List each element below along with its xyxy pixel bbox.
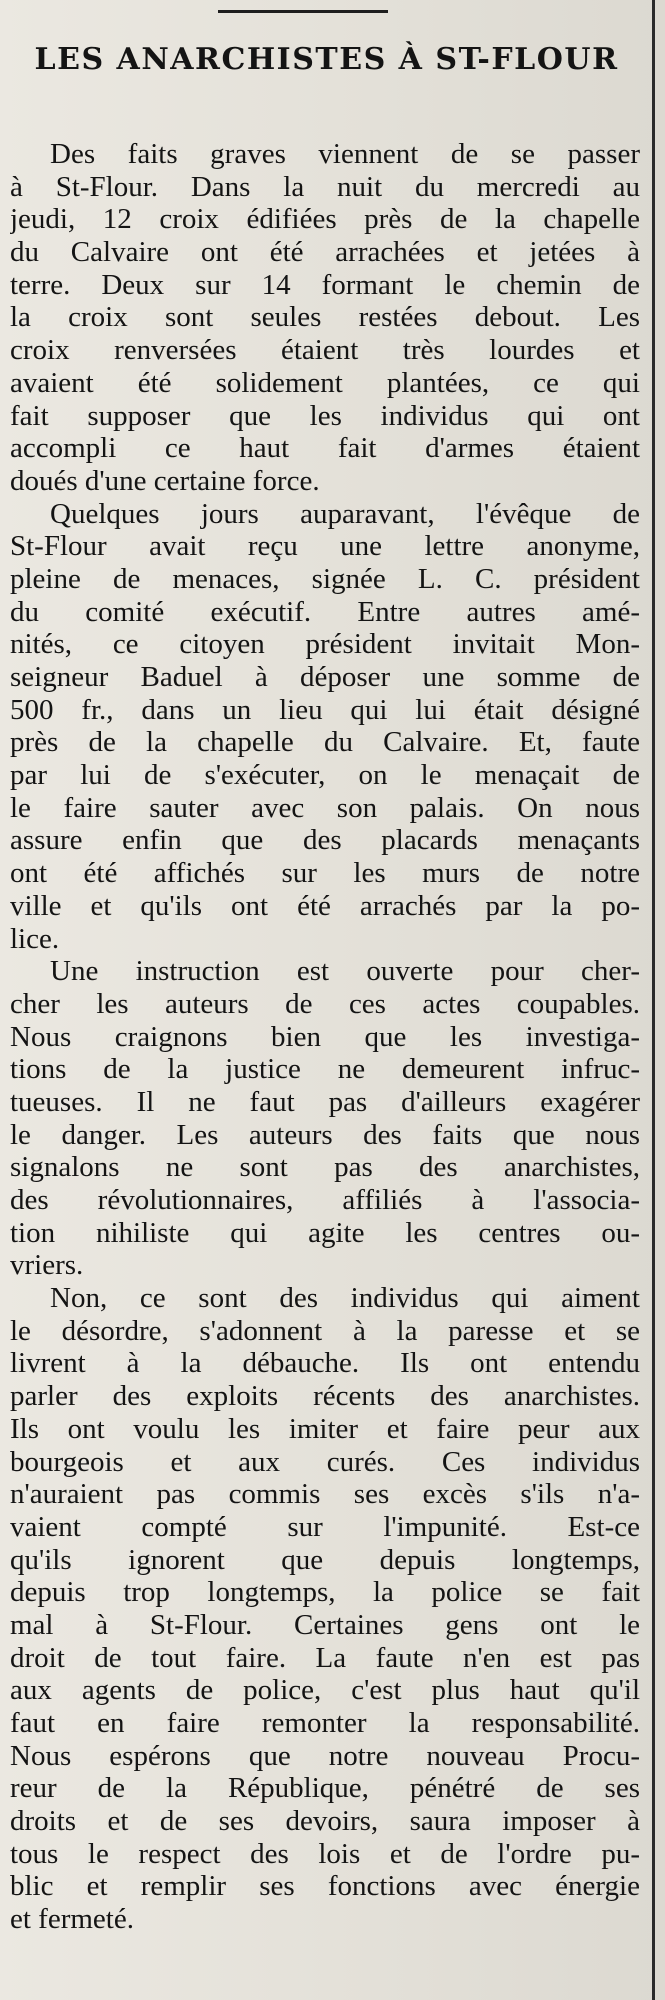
article-text-line: Non, ce sont des individus qui aiment [50,1282,640,1315]
article-text-line: signalons ne sont pas des anarchistes, [10,1151,640,1184]
article-text-line: près de la chapelle du Calvaire. Et, faute [10,726,640,759]
article-text-line: qu'ils ignorent que depuis longtemps, [10,1543,640,1576]
article-text-line: Ils ont voulu les imiter et faire peur aux [10,1412,640,1445]
article-text-line: Une instruction est ouverte pour cher- [50,955,640,988]
article-text-line: pleine de menaces, signée L. C. président [10,562,640,595]
article-text-line: tous le respect des lois et de l'ordre pu- [10,1837,640,1870]
article-text-line: et fermeté. [10,1903,134,1936]
article-text-line: tions de la justice ne demeurent infruc- [10,1053,640,1086]
article-text-line: Des faits graves viennent de se passer [50,138,640,170]
article-text-line: le désordre, s'adonnent à la paresse et se [10,1314,640,1347]
article-text-line: le danger. Les auteurs des faits que nous [10,1118,640,1151]
article-text-line: livrent à la débauche. Ils ont entendu [10,1347,640,1380]
article-text-line: jeudi, 12 croix édifiées près de la chapelle [10,203,640,236]
article-text-line: tueuses. Il ne faut pas d'ailleurs exagérer [10,1085,640,1118]
article-text-line: à St-Flour. Dans la nuit du mercredi au [10,170,640,203]
article-text-line: du Calvaire ont été arrachées et jetées à [10,236,640,269]
article-text-line: ont été affichés sur les murs de notre [10,857,640,890]
article-text-line: Nous espérons que notre nouveau Procu- [10,1739,640,1772]
article-text-line: avaient été solidement plantées, ce qui [10,366,640,399]
article-text-line: fait supposer que les individus qui ont [10,399,640,432]
article-text-line: tion nihiliste qui agite les centres ou- [10,1216,640,1249]
article-text-line: ville et qu'ils ont été arrachés par la po- [10,889,640,922]
article-text-line: bourgeois et aux curés. Ces individus [10,1445,640,1478]
article-text-line: la croix sont seules restées debout. Les [10,301,640,334]
article-text-line: vaient compté sur l'impunité. Est-ce [10,1510,640,1543]
article-text-line: depuis trop longtemps, la police se fait [10,1576,640,1609]
article-text-line: assure enfin que des placards menaçants [10,824,640,857]
article-text-line: croix renversées étaient très lourdes et [10,334,640,367]
article-text-line: mal à St-Flour. Certaines gens ont le [10,1608,640,1641]
article-text-line: le faire sauter avec son palais. On nous [10,791,640,824]
article-text-line: Nous craignons bien que les investiga- [10,1020,640,1053]
article-text-line: accompli ce haut fait d'armes étaient [10,432,640,465]
article-text-line: droits et de ses devoirs, saura imposer à [10,1805,640,1838]
article-text-line: seigneur Baduel à déposer une somme de [10,661,640,693]
article-text-line: vriers. [10,1249,84,1282]
article-text-line: n'auraient pas commis ses excès s'ils n'a- [10,1478,640,1511]
article-body [10,138,640,1936]
article-text-line: cher les auteurs de ces actes coupables. [10,987,640,1020]
article-text-line: parler des exploits récents des anarchistes. [10,1380,640,1413]
article-text-line: nités, ce citoyen président invitait Mon- [10,628,640,661]
article-text-line: St-Flour avait reçu une lettre anonyme, [10,530,640,563]
article-text-line: doués d'une certaine force. [10,464,320,497]
article-text-line: faut en faire remonter la responsabilité. [10,1707,640,1739]
article-text-line: 500 fr., dans un lieu qui lui était désigné [10,693,640,726]
article-text-line: reur de la République, pénétré de ses [10,1772,640,1805]
article-text-line: blic et remplir ses fonctions avec énergie [10,1870,640,1903]
article-text-line: Quelques jours auparavant, l'évêque de [50,497,640,530]
top-divider-rule [218,10,388,13]
article-text-line: droit de tout faire. La faute n'en est pas [10,1641,640,1674]
article-headline: LES ANARCHISTES À ST-FLOUR [34,42,619,77]
article-text-line: par lui de s'exécuter, on le menaçait de [10,759,640,792]
article-text-line: du comité exécutif. Entre autres amé- [10,595,640,628]
article-text-line: terre. Deux sur 14 formant le chemin de [10,268,640,301]
column-divider-rule [652,0,655,2000]
article-text-line: aux agents de police, c'est plus haut qu'il [10,1674,640,1707]
article-text-line: lice. [10,922,60,955]
article-text-line: des révolutionnaires, affiliés à l'associa- [10,1184,640,1216]
